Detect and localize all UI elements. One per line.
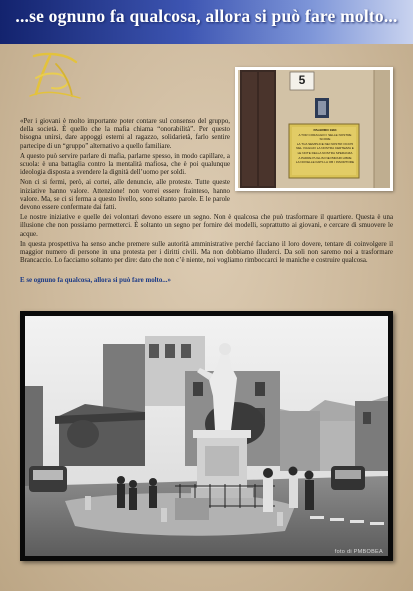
article-paragraph: «Per i giovani è molto importante poter contare sul consenso del gruppo, della società. È quello che la mafia chiama “onorabilità”. Per questo bisogna unirsi, dare appoggi esterni al ragazzo, solidarietà, farlo sentire partecipe di un “gruppo” alternativo a quello familiare. xyxy=(20,118,230,150)
plaque-line: LA TUA SEMPLICE NEI NOSTRI OCCHI xyxy=(296,141,354,146)
header-banner xyxy=(0,0,413,44)
article-body xyxy=(20,118,393,267)
article-paragraph: In questa prospettiva ha senso anche premere sulle autorità amministrative perché facciano il loro dovere, tentare di coinvolgere il maggior numero di persone in una protesta per i diritti civili. Ma non dobbiamo illuderci. Da soli non saremo noi a trasformare Brancaccio. Lo facciamo soltanto per dire: dato che non c’è niente, noi vogliamo rimboccarci le maniche e costruire qualcosa. xyxy=(20,240,393,265)
plaque-line: PALERMO 1984 xyxy=(313,128,337,132)
house-number: 5 xyxy=(298,73,306,87)
plaque-line: A PADRE PUGLISI NEI BIRARI LIBRE xyxy=(298,155,352,160)
plaque-line: LA NOVELLE FAPS LA OB I INSORTORE xyxy=(295,160,355,165)
article-paragraph: Non ci si fermi, però, ai cortei, alle denuncie, alle proteste. Tutte queste iniziative hanno valore. Attenzione! non vorrei essere frainteso, hanno valore. Ma, se ci si ferma a questo livello, sono soltanto parole. E le parole devono essere confermate dai fatti. xyxy=(20,179,230,212)
page-title: ...se ognuno fa qualcosa, allora si può fare molto... xyxy=(15,6,398,26)
closing-quote: E se ognuno fa qualcosa, allora si può fare molto...» xyxy=(20,277,171,284)
gold-monogram-logo xyxy=(26,50,84,102)
plaque-line: NEL VIAGGIO LA NOSTRA CERTEZZA E xyxy=(296,146,354,151)
piazza-photo-image xyxy=(25,316,388,556)
piazza-photo xyxy=(20,311,393,561)
photo-credit: foto di PMBOBEA xyxy=(334,549,383,555)
article-paragraph: Le nostre iniziative e quelle dei volontari devono essere un segno. Non è qualcosa che può trasformare il quartiere. Questa è una illusione che non possiamo permetterci. È soltanto un segno per fornire dei modelli, soprattutto ai giovani, e cercare di smuovere le acque. xyxy=(20,214,393,238)
article-paragraph: A questo può servire parlare di mafia, parlarne spesso, in modo capillare, a scuola: è una battaglia contro la mentalità mafiosa, che è poi qualunque ideologia disposta a svendere la dignità dell’uomo per soldi. xyxy=(20,152,230,177)
plaque-line: LE NOTE DELLA NOSTRA SPERANZA xyxy=(297,150,353,155)
monogram-icon xyxy=(26,50,84,102)
plaque-line: A TOR CORAGGIO I SELLE NOSTRE SCORE xyxy=(298,132,352,142)
